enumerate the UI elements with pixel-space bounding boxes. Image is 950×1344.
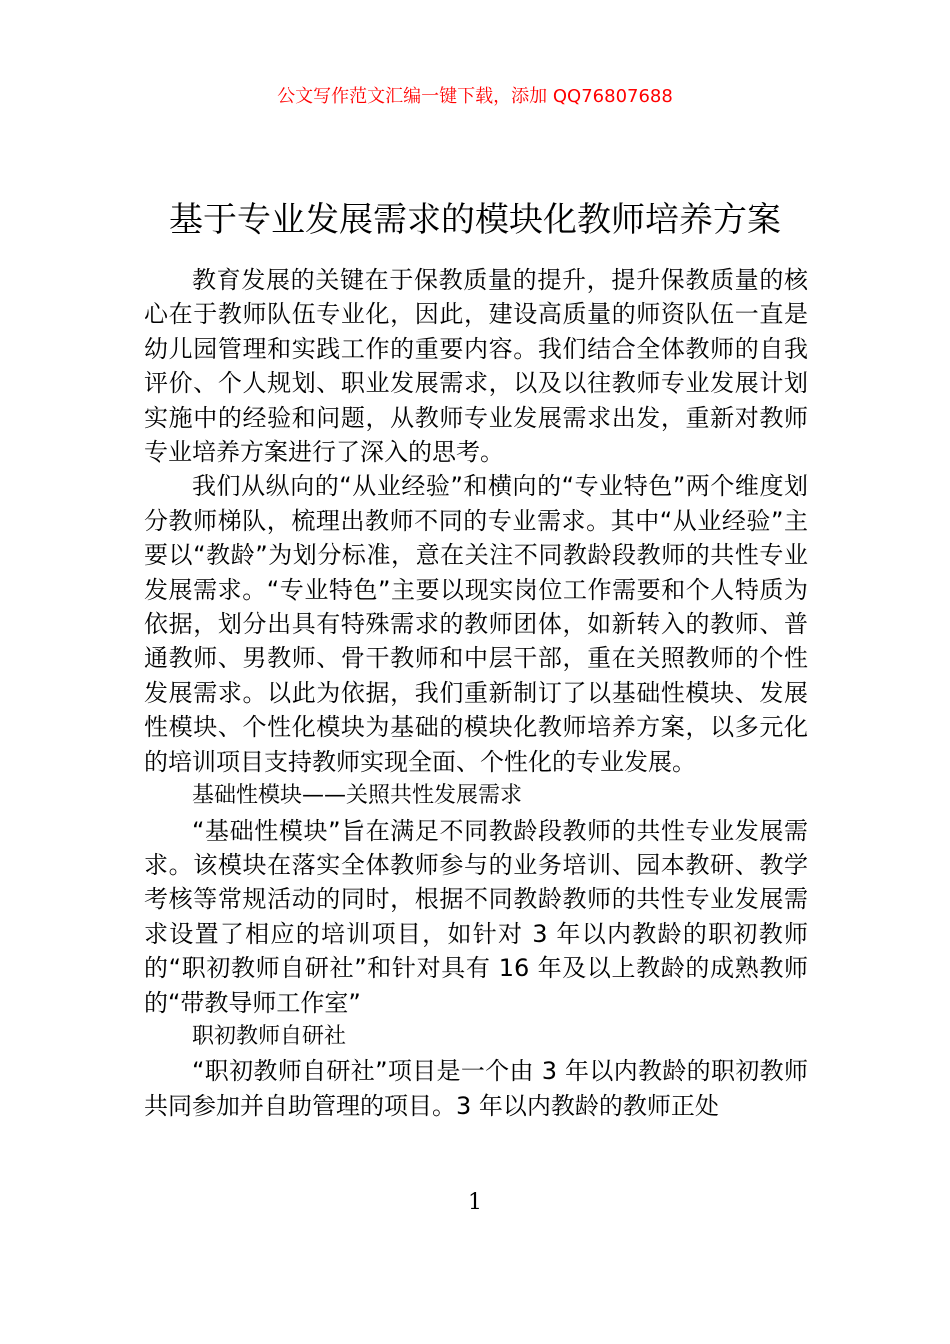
paragraph-novice-club: “职初教师自研社”项目是一个由 3 年以内教龄的职初教师共同参加并自助管理的项目。3 年以内教龄的教师正处 [144, 1057, 808, 1120]
paragraph-intro: 教育发展的关键在于保教质量的提升，提升保教质量的核心在于教师队伍专业化，因此，建设高质量的师资队伍一直是幼儿园管理和实践工作的重要内容。我们结合全体教师的自我评价、个人规划、职业发展需求，以及以往教师专业发展计划实施中的经验和问题，从教师专业发展需求出发，重新对教师专业培养方案进行了深入的思考。 [144, 266, 808, 467]
page-number: 1 [468, 1190, 482, 1215]
paragraph-basic-module: “基础性模块”旨在满足不同教龄段教师的共性专业发展需求。该模块在落实全体教师参与的业务培训、园本教研、教学考核等常规活动的同时，根据不同教龄教师的共性专业发展需求设置了相应的培训项目，如针对 3 年以内教龄的职初教师的“职初教师自研社”和针对具有 16 年及以上教龄的成熟教师的“带教导师工作室” [144, 816, 808, 1017]
subsection-heading-novice-club: 职初教师自研社 [192, 1023, 347, 1049]
section-heading-basic-module: 基础性模块——关照共性发展需求 [192, 783, 523, 809]
document-body [144, 263, 808, 1123]
document-title: 基于专业发展需求的模块化教师培养方案 [169, 199, 781, 240]
header-download-note: 公文写作范文汇编一键下载，添加 QQ76807688 [277, 86, 673, 107]
paragraph-dimensions: 我们从纵向的“从业经验”和横向的“专业特色”两个维度划分教师梯队，梳理出教师不同的专业需求。其中“从业经验”主要以“教龄”为划分标准，意在关注不同教龄段教师的共性专业发展需求。“专业特色”主要以现实岗位工作需要和个人特质为依据，划分出具有特殊需求的教师团体，如新转入的教师、普通教师、男教师、骨干教师和中层干部，重在关照教师的个性发展需求。以此为依据，我们重新制订了以基础性模块、发展性模块、个性化模块为基础的模块化教师培养方案，以多元化的培训项目支持教师实现全面、个性化的专业发展。 [144, 472, 808, 776]
